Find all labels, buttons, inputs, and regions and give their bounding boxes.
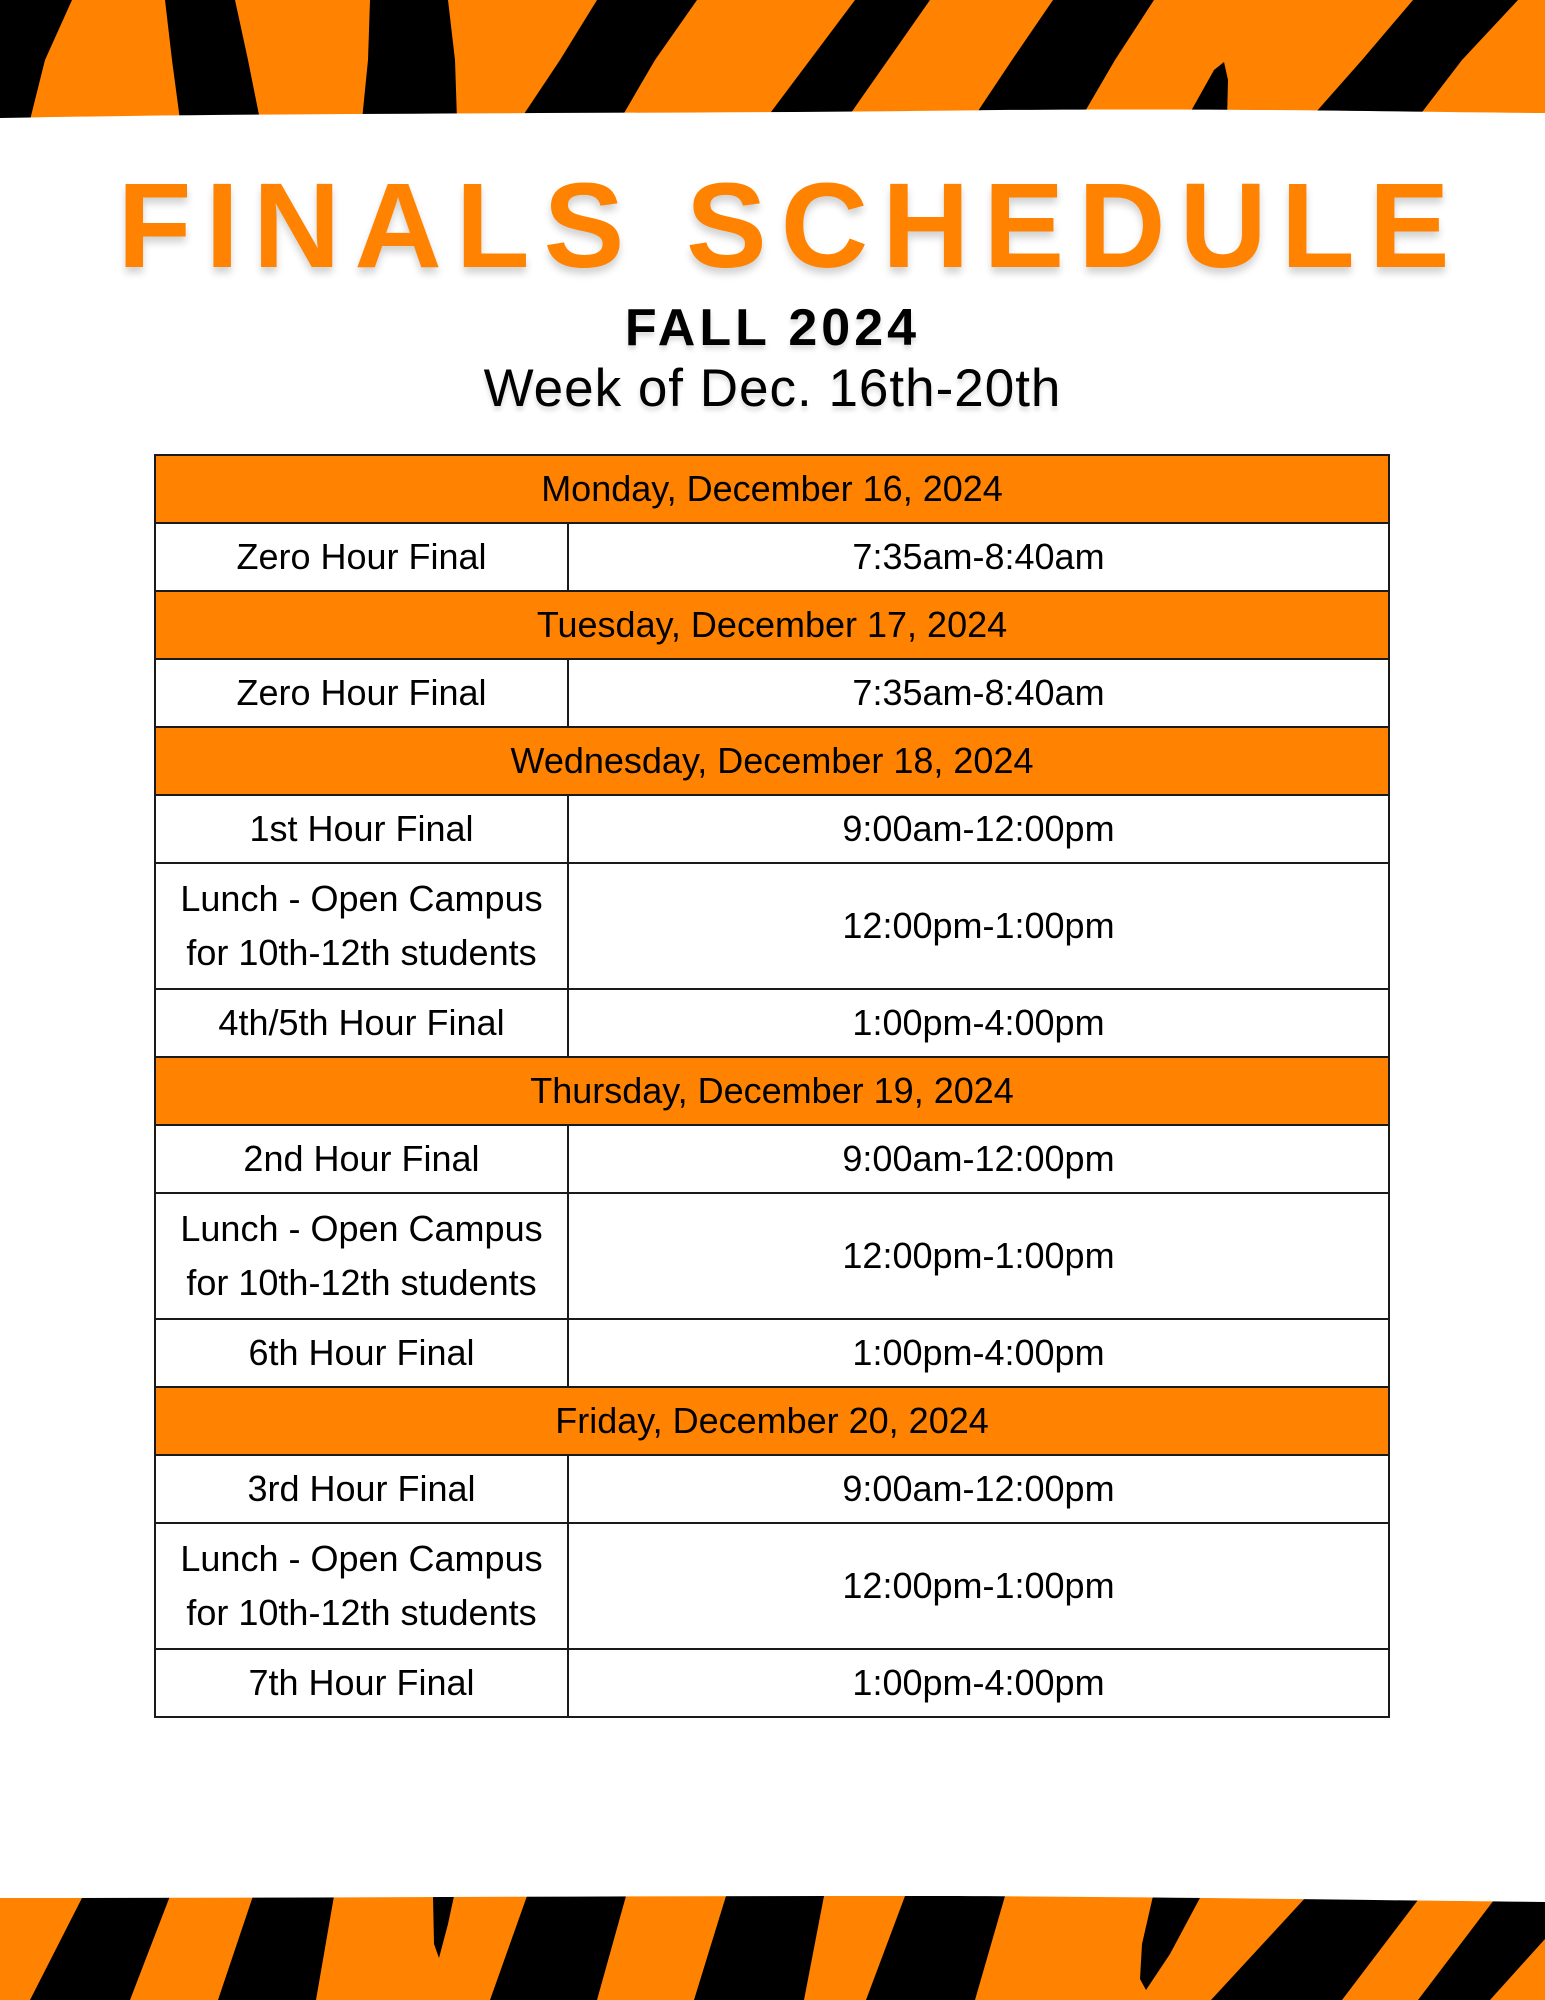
day-header-wednesday <box>155 727 1389 795</box>
time-cell: 12:00pm-1:00pm <box>568 1523 1389 1649</box>
event-cell: 3rd Hour Final <box>155 1455 568 1523</box>
week-range-label: Week of Dec. 16th-20th <box>483 359 1062 418</box>
day-header-label: Tuesday, December 17, 2024 <box>155 591 1389 659</box>
event-cell: 2nd Hour Final <box>155 1125 568 1193</box>
event-cell: Zero Hour Final <box>155 523 568 591</box>
time-cell: 7:35am-8:40am <box>568 523 1389 591</box>
table-row <box>155 1193 1389 1319</box>
day-header-friday <box>155 1387 1389 1455</box>
time-cell: 12:00pm-1:00pm <box>568 863 1389 989</box>
table-row <box>155 659 1389 727</box>
day-header-monday <box>155 455 1389 523</box>
time-cell: 1:00pm-4:00pm <box>568 989 1389 1057</box>
term-label: FALL 2024 <box>624 299 921 357</box>
table-row <box>155 795 1389 863</box>
day-header-label: Thursday, December 19, 2024 <box>155 1057 1389 1125</box>
event-cell: 7th Hour Final <box>155 1649 568 1717</box>
table-row <box>155 1649 1389 1717</box>
table-row <box>155 863 1389 989</box>
day-header-label: Friday, December 20, 2024 <box>155 1387 1389 1455</box>
time-cell: 9:00am-12:00pm <box>568 795 1389 863</box>
time-cell: 1:00pm-4:00pm <box>568 1319 1389 1387</box>
finals-schedule-table <box>154 454 1390 1718</box>
bottom-tiger-stripe-band <box>0 1884 1545 2000</box>
day-header-label: Wednesday, December 18, 2024 <box>155 727 1389 795</box>
table-row <box>155 1125 1389 1193</box>
page-title: FINALS SCHEDULE <box>117 157 1464 293</box>
day-header-label: Monday, December 16, 2024 <box>155 455 1389 523</box>
table-row <box>155 1319 1389 1387</box>
day-header-tuesday <box>155 591 1389 659</box>
tiger-stripes-top-graphic <box>0 0 1545 122</box>
event-cell: Zero Hour Final <box>155 659 568 727</box>
time-cell: 1:00pm-4:00pm <box>568 1649 1389 1717</box>
event-cell: Lunch - Open Campus for 10th-12th students <box>155 863 568 989</box>
event-cell: 1st Hour Final <box>155 795 568 863</box>
day-header-thursday <box>155 1057 1389 1125</box>
tiger-stripes-bottom-graphic <box>0 1884 1545 2000</box>
time-cell: 9:00am-12:00pm <box>568 1125 1389 1193</box>
table-row <box>155 989 1389 1057</box>
top-tiger-stripe-band <box>0 0 1545 122</box>
table-row <box>155 1523 1389 1649</box>
event-cell: 6th Hour Final <box>155 1319 568 1387</box>
time-cell: 7:35am-8:40am <box>568 659 1389 727</box>
event-cell: Lunch - Open Campus for 10th-12th students <box>155 1193 568 1319</box>
table-row <box>155 1455 1389 1523</box>
event-cell: 4th/5th Hour Final <box>155 989 568 1057</box>
time-cell: 9:00am-12:00pm <box>568 1455 1389 1523</box>
event-cell: Lunch - Open Campus for 10th-12th students <box>155 1523 568 1649</box>
table-row <box>155 523 1389 591</box>
time-cell: 12:00pm-1:00pm <box>568 1193 1389 1319</box>
